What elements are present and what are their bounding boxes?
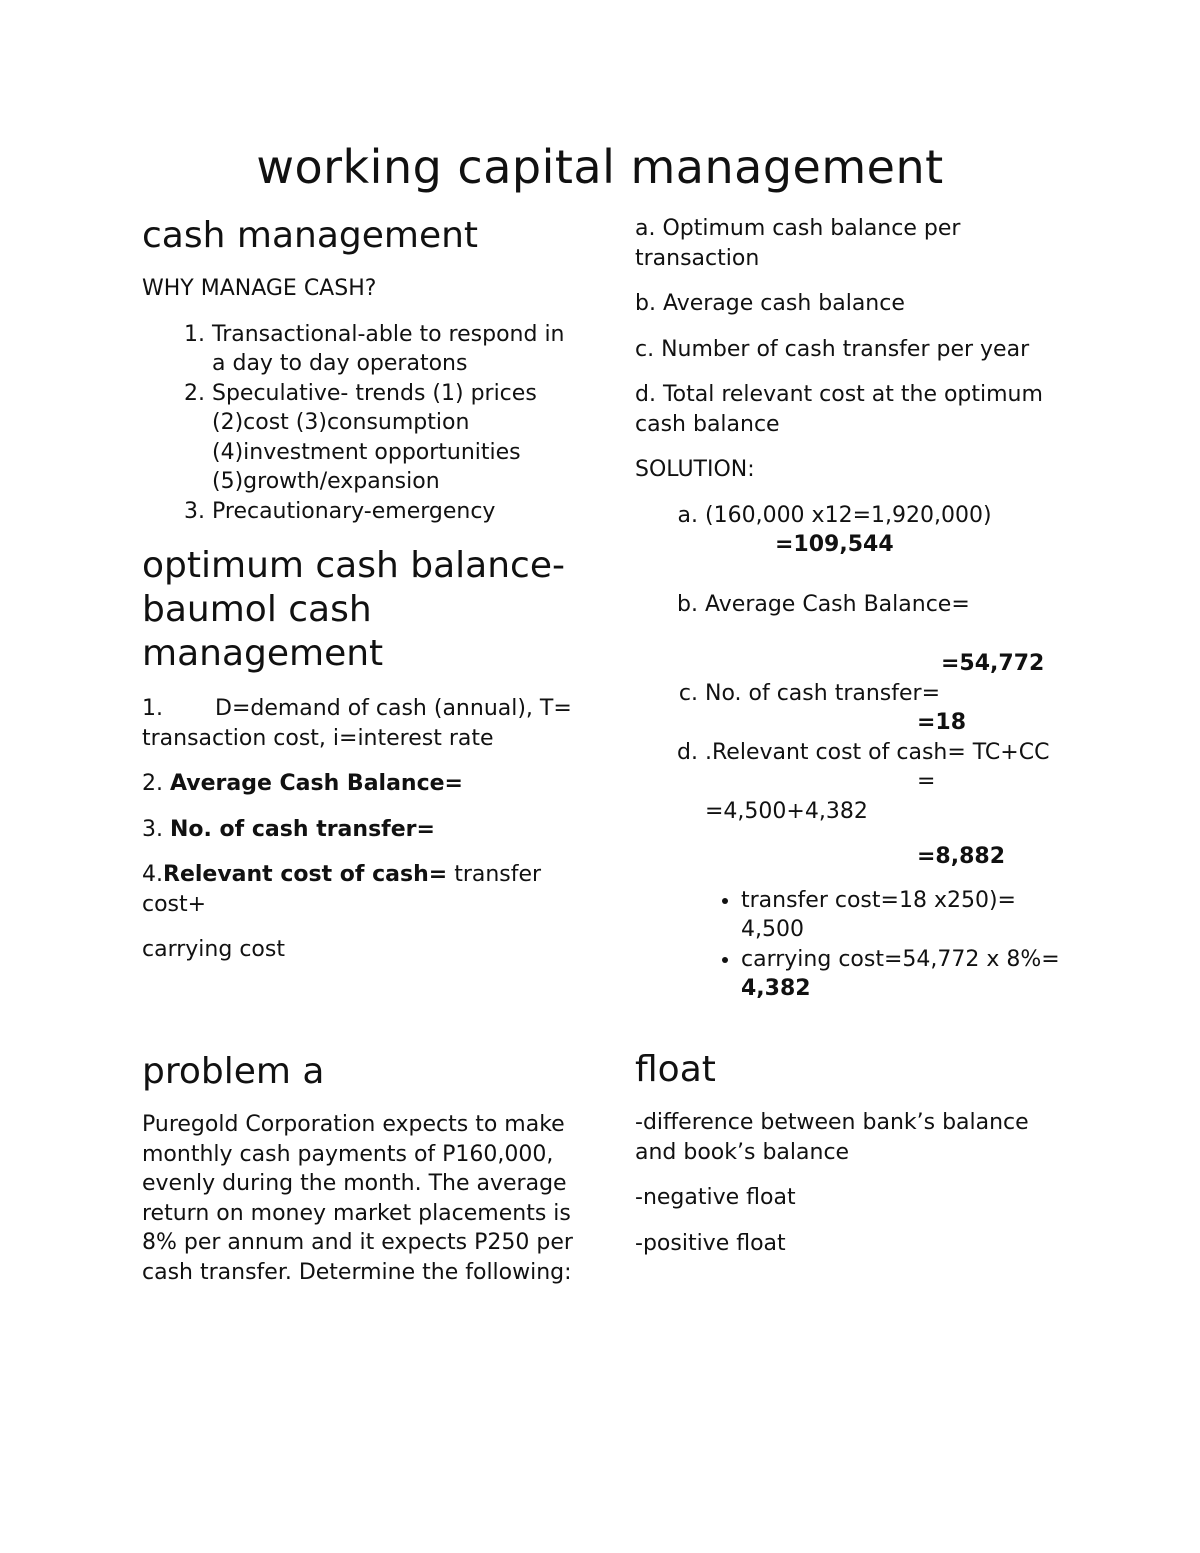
solution-b-result: =54,772 [941,651,1045,676]
bullet-text: carrying cost=54,772 x 8%= [741,946,1060,972]
solution-d [705,738,1075,872]
solution-a-result: =109,544 [775,532,894,557]
baumol-item-4 [142,860,582,919]
right-column-bottom [635,1048,1075,1258]
optimum-cash-heading: optimum cash balance-baumol cash management [142,545,565,674]
item-bold: Relevant cost of cash= [163,862,448,887]
question-a: a. Optimum cash balance per transaction [635,216,961,271]
item-number: 1. [142,696,163,721]
positive-float: -positive float [635,1230,786,1256]
baumol-item-1 [142,694,582,753]
item-text: D=demand of cash (annual), T= transaction cost, i=interest rate [142,696,572,751]
solution-a-text: (160,000 x12=1,920,000) [705,502,992,528]
bullet-transfer-cost: • transfer cost=18 x250)= 4,500 [741,886,1075,945]
document-title: working capital management [256,140,944,194]
solution-d-eq: = [917,769,936,794]
carrying-cost: carrying cost [142,937,285,962]
solution-list [635,501,1075,872]
negative-float: -negative float [635,1185,796,1210]
item-text: transfer cost+ [142,862,542,917]
right-column-top [635,214,1075,1004]
item-bold: Average Cash Balance= [170,771,463,796]
problem-text: Puregold Corporation expects to make monthly cash payments of P160,000, evenly during the month. The average return on money market placements is 8% per annum and it expects P250 per cash transfer. Determine the following: [142,1112,573,1285]
why-manage-cash: WHY MANAGE CASH? [142,276,377,301]
baumol-item-3 [142,815,582,845]
question-c: c. Number of cash transfer per year [635,336,1030,362]
left-column-top [142,214,582,965]
reason-item: 2. Speculative- trends (1) prices (2)cost (3)consumption (4)investment opportunities (5)growth/expansion [212,379,582,497]
item-number: 3. [142,816,163,842]
item-number: 2. [142,771,163,796]
solution-c [705,679,1075,738]
item-bold: No. of cash transfer= [170,816,435,842]
solution-d-result: =8,882 [917,844,1006,869]
question-b: b. Average cash balance [635,291,905,316]
solution-d-text: .Relevant cost of cash= TC+CC [705,739,1050,765]
solution-b [705,590,1075,679]
reasons-list [142,320,582,527]
reason-item: 1. Transactional-able to respond in a day to day operatons [212,320,582,379]
item-number: 4. [142,862,163,887]
left-column-bottom [142,1050,582,1287]
bullet-carrying-cost [741,945,1075,1004]
float-heading: float [635,1049,716,1090]
solution-d-sum: =4,500+4,382 [705,798,868,824]
problem-a-heading: problem a [142,1051,325,1092]
reason-item: 3. Precautionary-emergency [212,497,582,527]
cash-management-heading: cash management [142,215,479,256]
solution-c-result: =18 [917,710,967,735]
bullet-bold: 4,382 [741,976,811,1001]
solution-c-text: No. of cash transfer= [705,680,941,706]
solution-b-text: Average Cash Balance= [705,591,970,617]
question-d: d. Total relevant cost at the optimum cash balance [635,382,1043,437]
solution-a [705,501,1075,560]
cost-bullets [635,886,1075,1004]
baumol-item-2 [142,769,582,799]
solution-label: SOLUTION: [635,457,755,482]
float-definition: -difference between bank’s balance and book’s balance [635,1110,1029,1165]
